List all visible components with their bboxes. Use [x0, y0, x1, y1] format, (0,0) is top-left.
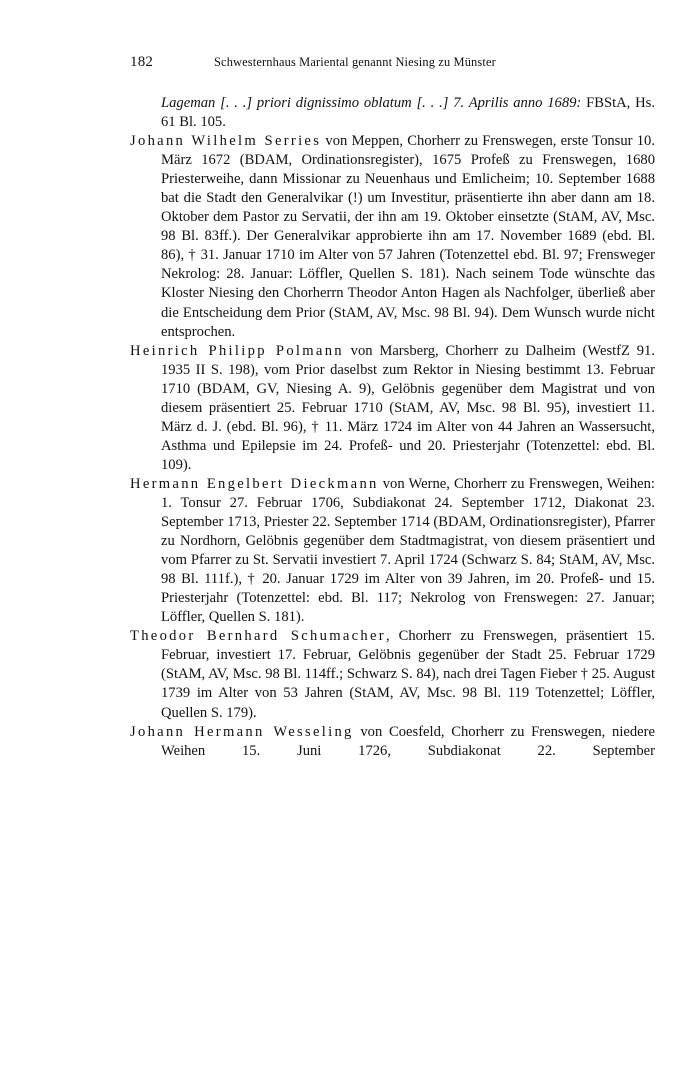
entry-name: Heinrich Philipp Polmann [130, 342, 344, 359]
entry-schumacher [130, 627, 655, 722]
entry-name: Johann Hermann Wesseling [130, 723, 354, 740]
entry-text: , Chorherr zu Frenswegen, präsentiert 15. Februar, investiert 17. Februar, Gelöbnis gegenüber der Stadt 25. Februar 1729 (StAM, AV, Msc. 98 Bl. 114ff.; Schwarz S. 84), nach drei Tagen Fieber † 25. August 1739 im Alter von 53 Jahren (StAM, AV, Msc. 98 Bl. 119 Totenzettel; Löffler, Quellen S. 179). [161, 628, 656, 721]
entry-text: von Coesfeld, Chorherr zu Frenswegen, niedere Weihen 15. Juni 1726, Subdiakonat 22. September [161, 723, 655, 759]
latin-quotation: Lageman [. . .] priori dignissimo oblatum [. . .] 7. Aprilis anno 1689: [161, 95, 582, 111]
continuation-paragraph [161, 94, 655, 132]
entry-name: Johann Wilhelm Serries [130, 133, 322, 150]
running-title: Schwesternhaus Mariental genannt Niesing zu Münster [214, 55, 496, 69]
page-number: 182 [130, 54, 154, 70]
entry-text: von Werne, Chorherr zu Frenswegen, Weihen: 1. Tonsur 27. Februar 1706, Subdiakonat 24. September 1712, Diakonat 23. September 1713, Priester 22. September 1714 (BDAM, Ordinationsregister), Pfarrer zu Nordhorn, Gelöbnis gegenüber dem Stadtmagistrat, von diesem präsentiert und vom Pfarrer zu St. Servatii investiert 7. April 1724 (Schwarz S. 84; StAM, AV, Msc. 98 Bl. 111f.), † 20. Januar 1729 im Alter von 39 Jahren, im 20. Profeß- und 15. Priesterjahr (Totenzettel: ebd. Bl. 117; Nekrolog von Frenswegen: 27. Januar; Löffler, Quellen S. 181). [161, 475, 655, 626]
entry-name: Hermann Engelbert Dieckmann [130, 475, 379, 492]
entry-dieckmann [130, 475, 655, 627]
entry-name: Theodor Bernhard Schumacher [130, 628, 386, 645]
entry-wesseling [130, 723, 655, 761]
running-head [130, 54, 660, 74]
entry-serries [130, 132, 655, 342]
continuation-text: FBStA, Hs. 61 Bl. 105. [161, 95, 655, 131]
entry-polmann [130, 342, 655, 475]
body-text [130, 94, 655, 761]
entry-text: von Meppen, Chorherr zu Frenswegen, erste Tonsur 10. März 1672 (BDAM, Ordinationsregister), 1675 Profeß zu Frenswegen, 1680 Priesterweihe, dann Missionar zu Neuenhaus und Emlicheim; 10. September 1688 bat die Stadt den Generalvikar (!) um Investitur, präsentierte ihn aber dann am 18. Oktober dem Pastor zu Servatii, der ihn am 19. Oktober einsetzte (StAM, AV, Msc. 98 Bl. 83ff.). Der Generalvikar approbierte ihn am 17. November 1689 (ebd. Bl. 86), † 31. Januar 1710 im Alter von 57 Jahren (Totenzettel ebd. Bl. 97; Frensweger Nekrolog: 28. Januar: Löffler, Quellen S. 181). Nach seinem Tode wünschte das Kloster Niesing den Chorherrn Theodor Anton Hagen als Nachfolger, überließ aber die Entscheidung dem Prior (StAM, AV, Msc. 98 Bl. 94). Dem Wunsch wurde nicht entsprochen. [161, 133, 655, 340]
entry-text: von Marsberg, Chorherr zu Dalheim (WestfZ 91. 1935 II S. 198), vom Prior daselbst zum Rektor in Niesing bestimmt 13. Februar 1710 (BDAM, GV, Niesing A. 9), Gelöbnis gegenüber dem Magistrat und von diesem präsentiert 25. Februar 1710 (StAM, AV, Msc. 98 Bl. 95), investiert 11. März d. J. (ebd. Bl. 96), † 11. März 1724 im Alter von 44 Jahren an Wassersucht, Asthma und Epilepsie im 24. Profeß- und 20. Priesterjahr (Totenzettel: ebd. Bl. 109). [161, 342, 655, 473]
